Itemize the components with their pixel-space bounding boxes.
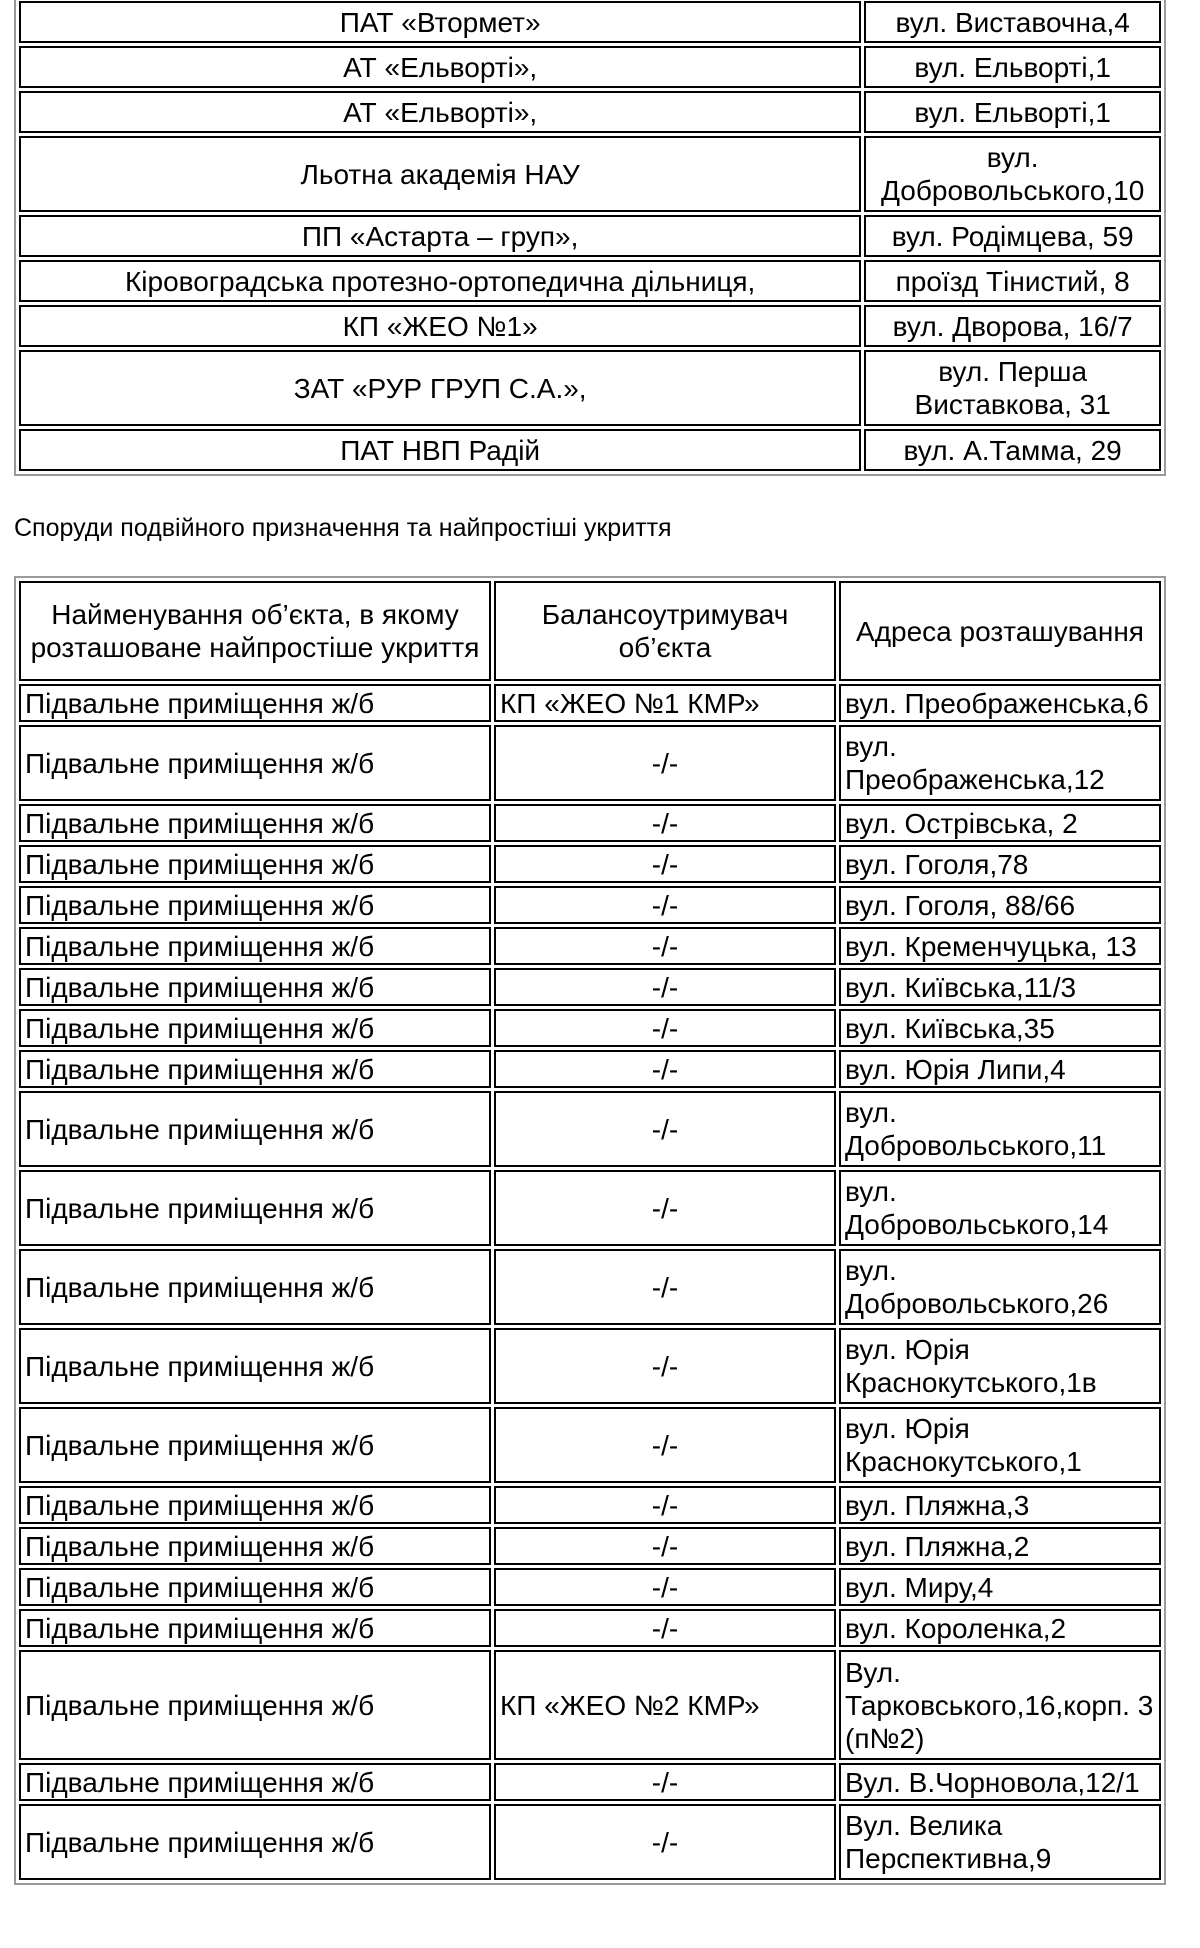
table-row [19, 136, 1161, 212]
table-row [19, 215, 1161, 257]
balance-holder: -/- [494, 1568, 836, 1606]
object-name: Підвальне приміщення ж/б [19, 927, 491, 965]
table-row [19, 46, 1161, 88]
shelter-address: вул. Юрія Краснокутського,1 [839, 1407, 1161, 1483]
enterprise-name: ЗАТ «РУР ГРУП С.А.», [19, 350, 861, 426]
shelter-address: вул. Преображенська,12 [839, 725, 1161, 801]
enterprise-name: ПАТ НВП Радій [19, 429, 861, 471]
table-row [19, 1486, 1161, 1524]
object-name: Підвальне приміщення ж/б [19, 1091, 491, 1167]
enterprise-address: вул. А.Тамма, 29 [864, 429, 1161, 471]
table-row [19, 1170, 1161, 1246]
enterprise-address: вул. Ельворті,1 [864, 91, 1161, 133]
enterprise-name: ПП «Астарта – груп», [19, 215, 861, 257]
table-row [19, 886, 1161, 924]
shelter-address: вул. Миру,4 [839, 1568, 1161, 1606]
balance-holder: -/- [494, 1486, 836, 1524]
object-name: Підвальне приміщення ж/б [19, 1568, 491, 1606]
enterprise-name: Кіровоградська протезно-ортопедична дільниця, [19, 260, 861, 302]
balance-holder: -/- [494, 1249, 836, 1325]
enterprise-name: АТ «Ельворті», [19, 91, 861, 133]
table-row [19, 1407, 1161, 1483]
object-name: Підвальне приміщення ж/б [19, 845, 491, 883]
table-row [19, 804, 1161, 842]
shelter-address: вул. Добровольського,11 [839, 1091, 1161, 1167]
object-name: Підвальне приміщення ж/б [19, 684, 491, 722]
object-name: Підвальне приміщення ж/б [19, 1527, 491, 1565]
balance-holder: -/- [494, 1609, 836, 1647]
shelters-table [14, 576, 1166, 1885]
shelter-address: вул. Пляжна,3 [839, 1486, 1161, 1524]
balance-holder: -/- [494, 1804, 836, 1880]
object-name: Підвальне приміщення ж/б [19, 725, 491, 801]
section-caption: Споруди подвійного призначення та найпростіші укриття [14, 514, 672, 542]
table-row [19, 1527, 1161, 1565]
balance-holder: -/- [494, 1527, 836, 1565]
table-row [19, 1091, 1161, 1167]
shelter-address: Вул. В.Чорновола,12/1 [839, 1763, 1161, 1801]
balance-holder: -/- [494, 1328, 836, 1404]
balance-holder: -/- [494, 1407, 836, 1483]
object-name: Підвальне приміщення ж/б [19, 804, 491, 842]
enterprises-table [14, 0, 1166, 476]
shelter-address: Вул. Тарковського,16,корп. 3 (п№2) [839, 1650, 1161, 1760]
enterprise-name: ПАТ «Втормет» [19, 1, 861, 43]
shelter-address: вул. Юрія Краснокутського,1в [839, 1328, 1161, 1404]
balance-holder: -/- [494, 1091, 836, 1167]
object-name: Підвальне приміщення ж/б [19, 1050, 491, 1088]
enterprise-address: вул. Ельворті,1 [864, 46, 1161, 88]
enterprise-address: вул. Добровольського,10 [864, 136, 1161, 212]
table-row [19, 1050, 1161, 1088]
table-row [19, 1568, 1161, 1606]
object-name: Підвальне приміщення ж/б [19, 968, 491, 1006]
object-name: Підвальне приміщення ж/б [19, 1009, 491, 1047]
balance-holder: -/- [494, 725, 836, 801]
table-row [19, 1009, 1161, 1047]
balance-holder: -/- [494, 1050, 836, 1088]
shelter-address: вул. Київська,35 [839, 1009, 1161, 1047]
shelter-address: вул. Київська,11/3 [839, 968, 1161, 1006]
balance-holder: -/- [494, 1170, 836, 1246]
balance-holder: -/- [494, 886, 836, 924]
object-name: Підвальне приміщення ж/б [19, 1407, 491, 1483]
balance-holder: КП «ЖЕО №2 КМР» [494, 1650, 836, 1760]
balance-holder: -/- [494, 927, 836, 965]
table-row [19, 684, 1161, 722]
shelter-address: вул. Пляжна,2 [839, 1527, 1161, 1565]
header-object-name: Найменування об’єкта, в якому розташоване найпростіше укриття [19, 581, 491, 681]
table-row [19, 1804, 1161, 1880]
object-name: Підвальне приміщення ж/б [19, 1328, 491, 1404]
enterprise-name: АТ «Ельворті», [19, 46, 861, 88]
shelter-address: вул. Добровольського,14 [839, 1170, 1161, 1246]
object-name: Підвальне приміщення ж/б [19, 886, 491, 924]
enterprise-name: Льотна академія НАУ [19, 136, 861, 212]
shelter-address: вул. Гоголя, 88/66 [839, 886, 1161, 924]
table-row [19, 1, 1161, 43]
shelter-address: вул. Короленка,2 [839, 1609, 1161, 1647]
balance-holder: -/- [494, 1763, 836, 1801]
table-row [19, 1650, 1161, 1760]
table-row [19, 845, 1161, 883]
object-name: Підвальне приміщення ж/б [19, 1763, 491, 1801]
table-row [19, 1249, 1161, 1325]
shelter-address: вул. Добровольського,26 [839, 1249, 1161, 1325]
enterprise-address: вул. Дворова, 16/7 [864, 305, 1161, 347]
table-row [19, 429, 1161, 471]
header-balance-holder: Балансоутримувач об’єкта [494, 581, 836, 681]
balance-holder: -/- [494, 804, 836, 842]
table-row [19, 725, 1161, 801]
header-address: Адреса розташування [839, 581, 1161, 681]
table-row [19, 968, 1161, 1006]
table-row [19, 260, 1161, 302]
object-name: Підвальне приміщення ж/б [19, 1609, 491, 1647]
table-row [19, 1328, 1161, 1404]
table-header-row [19, 581, 1161, 681]
table-row [19, 927, 1161, 965]
table-row [19, 1609, 1161, 1647]
table-row [19, 305, 1161, 347]
shelter-address: вул. Кременчуцька, 13 [839, 927, 1161, 965]
balance-holder: -/- [494, 1009, 836, 1047]
shelter-address: Вул. Велика Перспективна,9 [839, 1804, 1161, 1880]
enterprise-address: вул. Перша Виставкова, 31 [864, 350, 1161, 426]
enterprise-name: КП «ЖЕО №1» [19, 305, 861, 347]
object-name: Підвальне приміщення ж/б [19, 1650, 491, 1760]
enterprise-address: проїзд Тінистий, 8 [864, 260, 1161, 302]
shelter-address: вул. Юрія Липи,4 [839, 1050, 1161, 1088]
balance-holder: -/- [494, 968, 836, 1006]
shelter-address: вул. Гоголя,78 [839, 845, 1161, 883]
shelter-address: вул. Острівська, 2 [839, 804, 1161, 842]
shelter-address: вул. Преображенська,6 [839, 684, 1161, 722]
object-name: Підвальне приміщення ж/б [19, 1170, 491, 1246]
table-row [19, 91, 1161, 133]
table-row [19, 350, 1161, 426]
table-row [19, 1763, 1161, 1801]
balance-holder: КП «ЖЕО №1 КМР» [494, 684, 836, 722]
object-name: Підвальне приміщення ж/б [19, 1249, 491, 1325]
enterprise-address: вул. Виставочна,4 [864, 1, 1161, 43]
balance-holder: -/- [494, 845, 836, 883]
object-name: Підвальне приміщення ж/б [19, 1804, 491, 1880]
object-name: Підвальне приміщення ж/б [19, 1486, 491, 1524]
enterprise-address: вул. Родімцева, 59 [864, 215, 1161, 257]
